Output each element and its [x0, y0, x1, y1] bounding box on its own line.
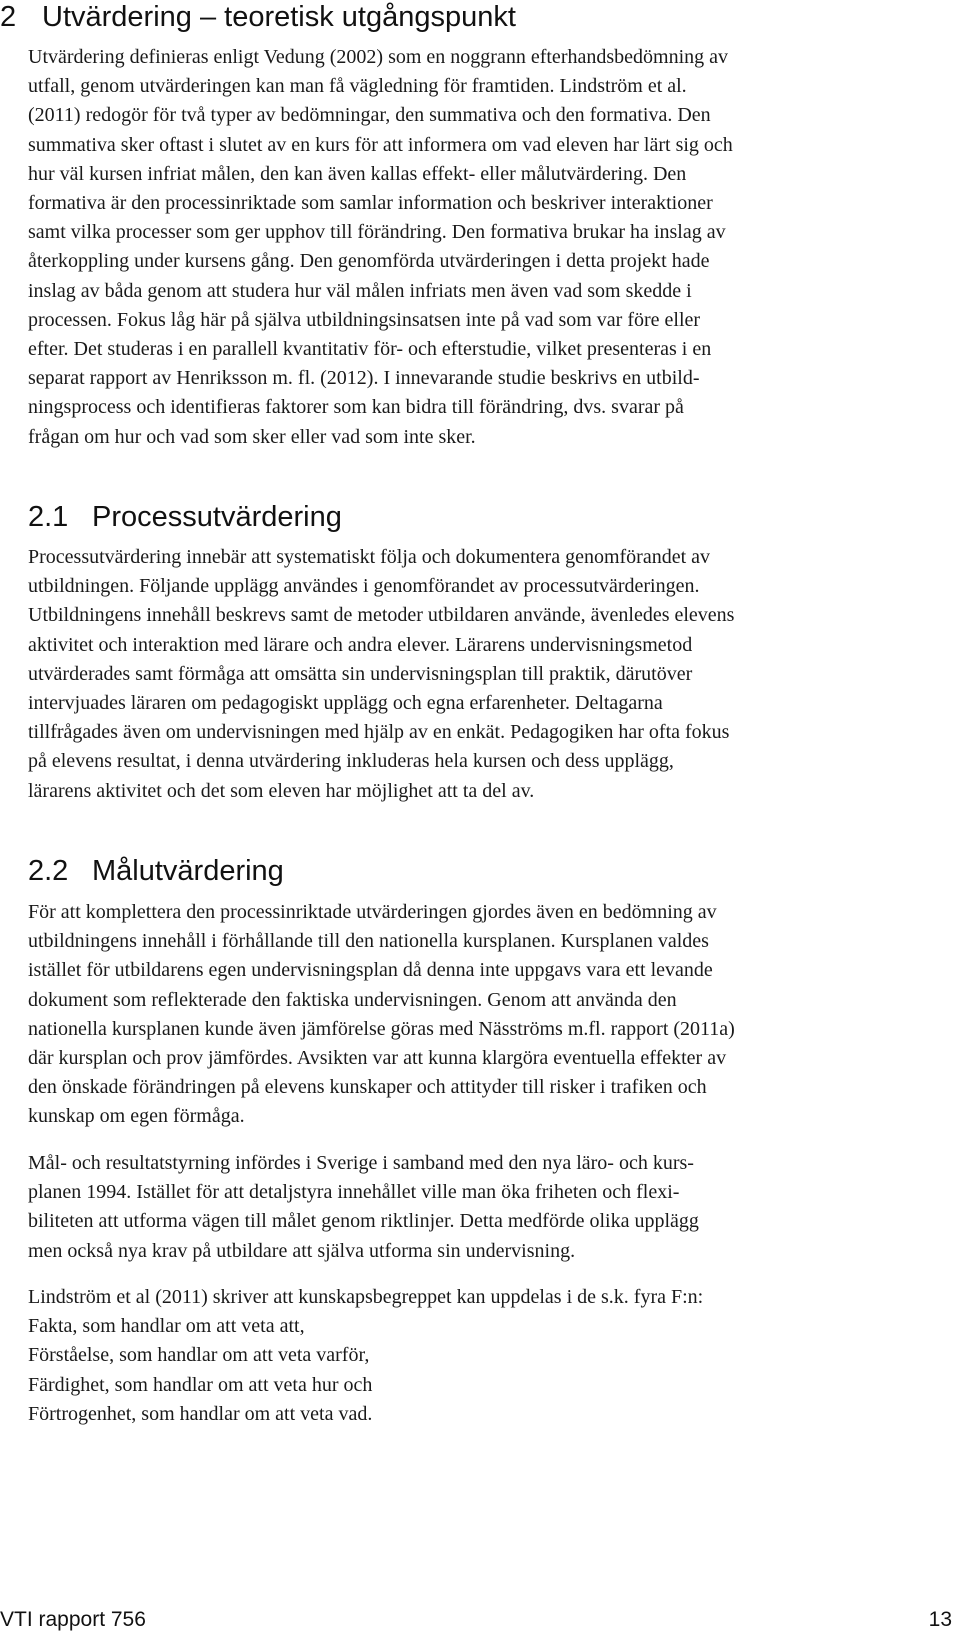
footer-report-name: VTI rapport 756 [0, 1608, 146, 1631]
text-line: summativa sker oftast i slutet av en kurs för att informera om vad eleven har lärt sig och [28, 133, 733, 156]
text-line: planen 1994. Istället för att detaljstyra innehållet ville man öka friheten och flexi- [28, 1181, 680, 1204]
text-line: på elevens resultat, i denna utvärdering inkluderas hela kursen och dess upplägg, [28, 750, 674, 773]
text-line: ningsprocess och identifieras faktorer som kan bidra till förändring, dvs. svarar på [28, 396, 684, 419]
text-line: utvärderades samt förmåga att omsätta sin undervisningsplan till praktik, därutöver [28, 662, 693, 685]
section-title: Utvärdering – teoretisk utgångspunkt [42, 1, 516, 33]
text-line: (2011) redogör för två typer av bedömningar, den summativa och den formativa. Den [28, 104, 711, 127]
text-line: men också nya krav på utbildare att själva utforma sin undervisning. [28, 1239, 576, 1262]
section-number: 2 [0, 1, 17, 33]
list-line: Förtrogenhet, som handlar om att veta vad. [28, 1402, 373, 1425]
subsection-paragraph [28, 1283, 913, 1429]
text-line: dokument som reflekterade den faktiska undervisningen. Genom att använda den [28, 988, 677, 1011]
subsection-heading [28, 856, 284, 886]
text-line: hur väl kursen infriat målen, den kan även kallas effekt- eller målutvärdering. Den [28, 162, 687, 185]
text-line: den önskade förändringen på elevens kunskaper och attityder till risker i trafiken och [28, 1076, 707, 1099]
text-line: För att komplettera den processinriktade utvärderingen gjordes även en bedömning av [28, 901, 717, 923]
subsection-number: 2.1 [28, 501, 69, 533]
subsection-paragraph [28, 543, 913, 806]
text-line: utbildningens innehåll i förhållande till den nationella kursplanen. Kursplanen valdes [28, 930, 709, 953]
list-line: Fakta, som handlar om att veta att, [28, 1315, 305, 1338]
text-line: Processutvärdering innebär att systematiskt följa och dokumentera genomförandet av [28, 546, 711, 568]
section-heading [0, 2, 516, 32]
text-line: återkoppling under kursens gång. Den genomförda utvärderingen i detta projekt hade [28, 250, 710, 273]
text-line: formativa är den processinriktade som samlar information och beskriver interaktioner [28, 192, 713, 215]
text-line: frågan om hur och vad som sker eller vad som inte sker. [28, 425, 476, 448]
text-line: intervjuades läraren om pedagogiskt upplägg och egna erfarenheter. Deltagarna [28, 692, 663, 715]
text-line: tillfrågades även om undervisningen med hjälp av en enkät. Pedagogiken har ofta fokus [28, 721, 730, 744]
text-line: utbildningen. Följande upplägg användes i genomförandet av processutvärderingen. [28, 575, 700, 598]
subsection-title: Processutvärdering [92, 501, 342, 533]
text-line: lärarens aktivitet och det som eleven har möjlighet att ta del av. [28, 779, 535, 802]
subsection-heading [28, 502, 342, 532]
text-line: där kursplan och prov jämfördes. Avsikten var att kunna klargöra eventuella effekter av [28, 1047, 727, 1070]
list-line: Färdighet, som handlar om att veta hur och [28, 1373, 373, 1396]
subsection-paragraph [28, 1149, 913, 1266]
subsection-number: 2.2 [28, 855, 69, 887]
text-line: biliteten att utforma vägen till målet genom riktlinjer. Detta medförde olika upplägg [28, 1210, 699, 1233]
text-line: samt vilka processer som ger upphov till förändring. Den formativa brukar ha inslag av [28, 221, 726, 244]
text-line: inslag av båda genom att studera hur väl målen infriats men även vad som skedde i [28, 279, 692, 302]
subsection-paragraph [28, 898, 913, 1132]
text-line: kunskap om egen förmåga. [28, 1105, 245, 1128]
footer-page-number: 13 [928, 1608, 952, 1631]
text-line: Lindström et al (2011) skriver att kunskapsbegreppet kan uppdelas i de s.k. fyra F:n: [28, 1286, 704, 1308]
text-line: efter. Det studeras i en parallell kvantitativ för- och efterstudie, vilket presenteras i en [28, 338, 712, 361]
list-line: Förståelse, som handlar om att veta varför, [28, 1344, 370, 1367]
text-line: istället för utbildarens egen undervisningsplan då denna inte uppgavs vara ett levande [28, 959, 713, 982]
text-line: processen. Fokus låg här på själva utbildningsinsatsen inte på vad som var före eller [28, 308, 701, 331]
text-line: Mål- och resultatstyrning infördes i Sverige i samband med den nya läro- och kurs- [28, 1152, 694, 1174]
text-line: separat rapport av Henriksson m. fl. (2012). I innevarande studie beskrivs en utbild- [28, 367, 700, 390]
section-paragraph [28, 43, 913, 452]
text-line: utfall, genom utvärderingen kan man få vägledning för framtiden. Lindström et al. [28, 75, 687, 98]
text-line: nationella kursplanen kunde även jämförelse göras med Näsströms m.fl. rapport (2011a) [28, 1017, 735, 1040]
text-line: Utbildningens innehåll beskrevs samt de metoder utbildaren använde, ävenledes elevens [28, 604, 735, 627]
text-line: aktivitet och interaktion med lärare och andra elever. Lärarens undervisningsmetod [28, 633, 693, 656]
text-line: Utvärdering definieras enligt Vedung (2002) som en noggrann efterhandsbedömning av [28, 46, 728, 68]
subsection-title: Målutvärdering [92, 855, 284, 887]
